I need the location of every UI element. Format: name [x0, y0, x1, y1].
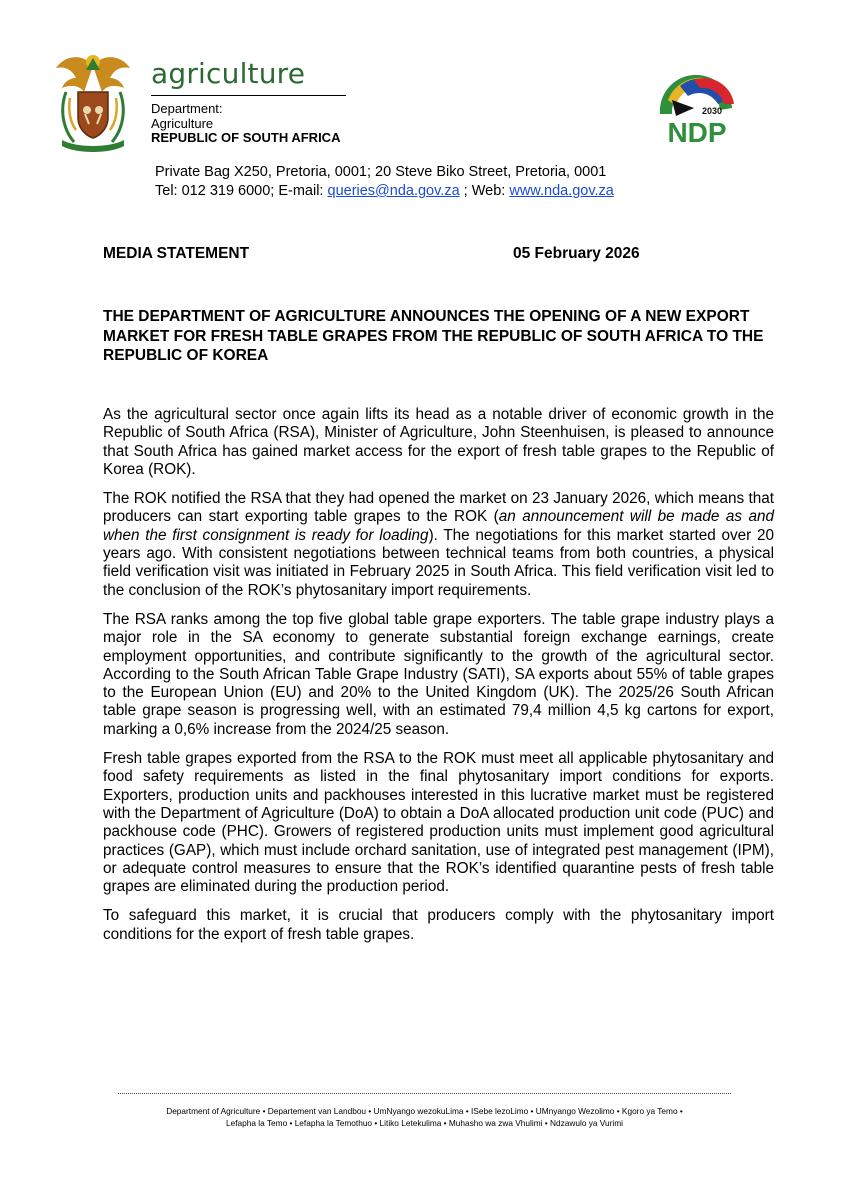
statement-date: 05 February 2026	[513, 245, 640, 262]
department-name: Agriculture	[151, 116, 214, 131]
website-link[interactable]: www.nda.gov.za	[509, 183, 614, 199]
ndp-2030-logo	[654, 74, 740, 148]
paragraph-4: Fresh table grapes exported from the RSA to the ROK must meet all applicable phytosanitary and food safety requirements as listed in the final phytosanitary import conditions for exports. Exporters, production units and packhouses interested in this lucrative market must be registered with the Department of Agriculture (DoA) to obtain a DoA allocated production unit code (PUC) and packhouse code (PHC). Growers of registered production units must implement good agricultural practices (GAP), which must include orchard sanitation, use of integrated pest management (IPM), or adequate control measures to ensure that the ROK’s identified quarantine pests of fresh table grapes are eliminated during the production period.	[103, 750, 774, 896]
email-link[interactable]: queries@nda.gov.za	[327, 183, 460, 199]
media-statement-label: MEDIA STATEMENT	[103, 245, 250, 262]
footer-divider	[118, 1093, 731, 1094]
brand-divider	[151, 95, 346, 96]
postal-address: Private Bag X250, Pretoria, 0001; 20 Steve Biko Street, Pretoria, 0001	[155, 164, 607, 180]
paragraph-2-italic: an announcement will be made as and when the first consignment is ready for loading	[103, 508, 775, 544]
paragraph-2	[103, 490, 774, 600]
footer-languages-line1: Department of Agriculture • Departement van Landbou • UmNyango wezokuLima • ISebe lezoLimo • UMnyango Wezolimo • Kgoro ya Temo •	[166, 1106, 683, 1116]
coat-of-arms-logo	[52, 48, 134, 154]
ndp-text: NDP	[667, 117, 727, 148]
paragraph-1: As the agricultural sector once again lifts its head as a notable driver of economic growth in the Republic of South Africa (RSA), Minister of Agriculture, John Steenhuisen, is pleased to announce that South Africa has gained market access for the export of fresh table grapes to the Republic of Korea (ROK).	[103, 406, 774, 478]
ndp-year: 2030	[702, 106, 723, 116]
telephone-label: Tel: 012 319 6000; E-mail:	[155, 183, 328, 199]
paragraph-2-text-b: ). The negotiations for this market started over 20 years ago. With consistent negotiations between technical teams from both countries, a physical field verification visit was initiated in February 2025 in South Africa. This field verification visit led to the conclusion of the ROK’s phytosanitary import requirements.	[103, 526, 774, 599]
paragraph-3: The RSA ranks among the top five global table grape exporters. The table grape industry plays a major role in the SA economy to generate substantial foreign exchange earnings, create employment opportunities, and contribute significantly to the growth of the agricultural sector. According to the South African Table Grape Industry (SATI), SA exports about 55% of table grapes to the European Union (EU) and 20% to the United Kingdom (UK). The 2025/26 South African table grape season is progressing well, with an estimated 79,4 million 4,5 kg cartons for export, marking a 0,6% increase from the 2024/25 season.	[103, 610, 774, 738]
statement-body	[103, 406, 774, 955]
statement-title: THE DEPARTMENT OF AGRICULTURE ANNOUNCES THE OPENING OF A NEW EXPORT MARKET FOR FRESH TABLE GRAPES FROM THE REPUBLIC OF SOUTH AFRICA TO THE REPUBLIC OF KOREA	[103, 308, 764, 364]
brand-wordmark: agriculture	[151, 57, 306, 90]
paragraph-5: To safeguard this market, it is crucial that producers comply with the phytosanitary import conditions for the export of fresh table grapes.	[103, 907, 774, 943]
web-label: ; Web:	[459, 183, 510, 199]
country-name: REPUBLIC OF SOUTH AFRICA	[151, 130, 341, 145]
footer-languages-line2: Lefapha la Temo • Lefapha la Temothuo • Litiko Letekulima • Muhasho wa zwa Vhulimi • Ndzawulo ya Vurimi	[225, 1118, 624, 1128]
paragraph-2-text-a: The ROK notified the RSA that they had opened the market on 23 January 2026, which means that producers can start exporting table grapes to the ROK (	[103, 490, 774, 526]
department-label: Department:	[151, 101, 223, 116]
contact-line	[155, 182, 614, 200]
